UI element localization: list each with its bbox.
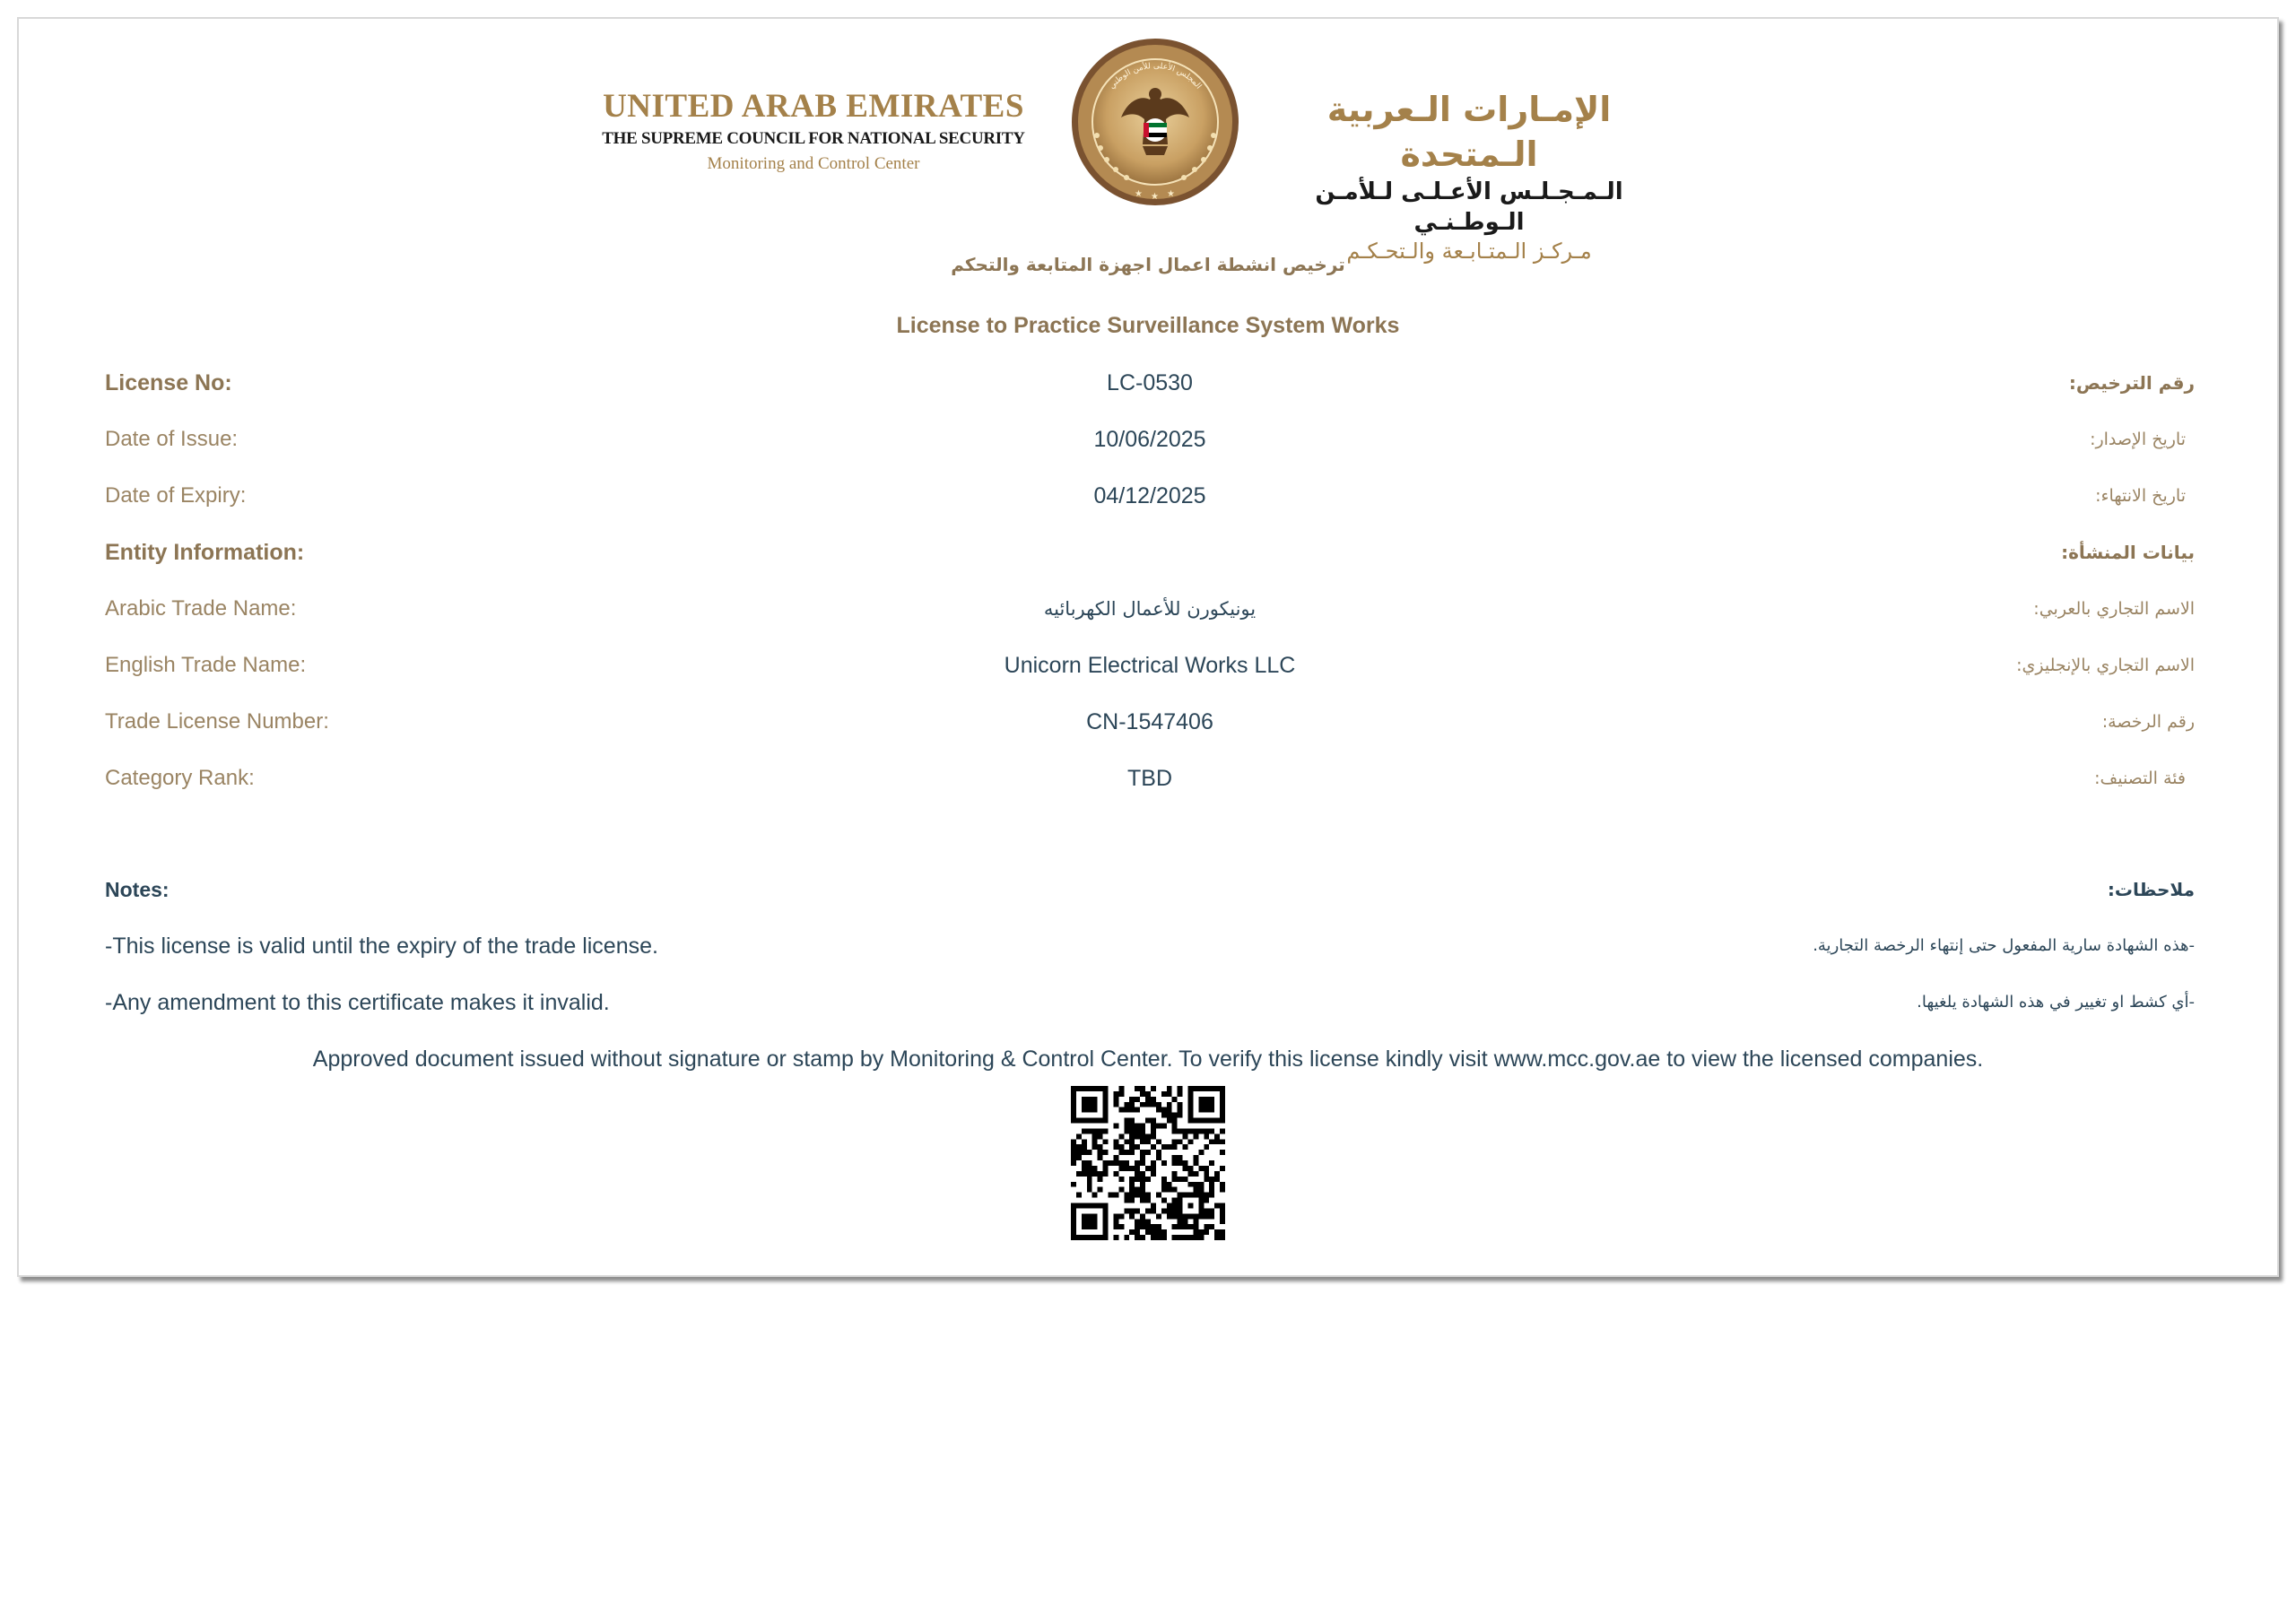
arabic-name-label: Arabic Trade Name: xyxy=(105,596,297,621)
english-name-label-ar: الاسم التجاري بالإنجليزي: xyxy=(2016,656,2195,675)
council-name-ar: الـمـجـلـس الأعـلـى لـلأمـن الـوطـنـي xyxy=(1315,178,1623,236)
center-name-ar: مـركـز الـمتـابـعة والـتحـكـم xyxy=(1346,239,1592,264)
license-no-row xyxy=(105,365,2195,401)
letterhead-english xyxy=(598,87,1029,177)
issue-date-label-ar: تاريخ الإصدار: xyxy=(2090,430,2186,449)
note-1-ar: -هذه الشهادة سارية المفعول حتى إنتهاء الرخصة التجارية. xyxy=(1813,936,2195,955)
svg-text:المجلس الأعلى للأمن الوطني: المجلس الأعلى للأمن الوطني xyxy=(1107,61,1204,91)
note-row-1 xyxy=(105,928,2195,964)
entity-heading: Entity Information: xyxy=(105,540,305,565)
note-row-2 xyxy=(105,985,2195,1020)
approval-statement: Approved document issued without signature or stamp by Monitoring & Control Center. To verify this license kindly visit www.mcc.gov.ae to view the licensed companies. xyxy=(312,1046,1984,1072)
notes-heading-ar: ملاحظات: xyxy=(2107,879,2195,900)
trade-license-label-ar: رقم الرخصة: xyxy=(2101,712,2195,732)
trade-license-label: Trade License Number: xyxy=(105,709,329,734)
note-2: -Any amendment to this certificate makes it invalid. xyxy=(105,990,610,1015)
notes-heading-row xyxy=(105,872,2195,908)
note-1: -This license is valid until the expiry of the trade license. xyxy=(105,934,658,959)
trade-license-value: CN-1547406 xyxy=(1086,709,1213,734)
license-no-value: LC-0530 xyxy=(1107,370,1193,395)
country-name-en: UNITED ARAB EMIRATES xyxy=(603,88,1024,125)
document-title-en: License to Practice Surveillance System Works xyxy=(896,313,1400,338)
trade-license-row xyxy=(105,704,2195,740)
note-2-ar: -أي كشط او تغيير في هذه الشهادة يلغيها. xyxy=(1917,993,2195,1012)
svg-text:★: ★ xyxy=(1167,189,1175,199)
category-label-ar: فئة التصنيف: xyxy=(2094,769,2186,788)
expiry-date-value: 04/12/2025 xyxy=(1093,483,1206,508)
qr-code-icon[interactable] xyxy=(1071,1086,1225,1240)
entity-heading-ar: بيانات المنشأة: xyxy=(2061,542,2195,563)
category-label: Category Rank: xyxy=(105,766,255,790)
country-name-ar: الإمـارات الـعربية الـمتحدة xyxy=(1326,90,1612,174)
notes-heading: Notes: xyxy=(105,878,170,901)
issue-date-value: 10/06/2025 xyxy=(1093,427,1206,452)
english-name-value: Unicorn Electrical Works LLC xyxy=(1004,653,1296,678)
letterhead xyxy=(19,19,2277,264)
issue-date-row xyxy=(105,421,2195,457)
english-name-label: English Trade Name: xyxy=(105,653,307,677)
issue-date-label: Date of Issue: xyxy=(105,427,239,451)
svg-text:★: ★ xyxy=(1151,192,1159,202)
council-name-en: THE SUPREME COUNCIL FOR NATIONAL SECURITY xyxy=(602,129,1025,148)
expiry-date-label-ar: تاريخ الانتهاء: xyxy=(2095,486,2186,506)
svg-text:★: ★ xyxy=(1135,189,1143,199)
category-row xyxy=(105,760,2195,796)
expiry-date-row xyxy=(105,478,2195,514)
category-value: TBD xyxy=(1127,766,1172,791)
arabic-name-value: يونيكورن للأعمال الكهربائيه xyxy=(1043,598,1257,620)
arabic-name-label-ar: الاسم التجاري بالعربي: xyxy=(2033,599,2195,619)
license-certificate xyxy=(17,17,2279,1277)
center-name-en: Monitoring and Control Center xyxy=(707,154,920,173)
document-title-ar: ترخيص انشطة اعمال اجهزة المتابعة والتحكم xyxy=(951,254,1345,275)
arabic-name-row xyxy=(105,591,2195,627)
uae-falcon-emblem-icon xyxy=(1070,37,1240,207)
license-no-label: License No: xyxy=(105,370,232,395)
english-name-row xyxy=(105,647,2195,683)
letterhead-arabic xyxy=(1258,87,1680,265)
entity-heading-row xyxy=(105,534,2195,570)
expiry-date-label: Date of Expiry: xyxy=(105,483,247,508)
license-no-label-ar: رقم الترخيص: xyxy=(2068,372,2195,394)
